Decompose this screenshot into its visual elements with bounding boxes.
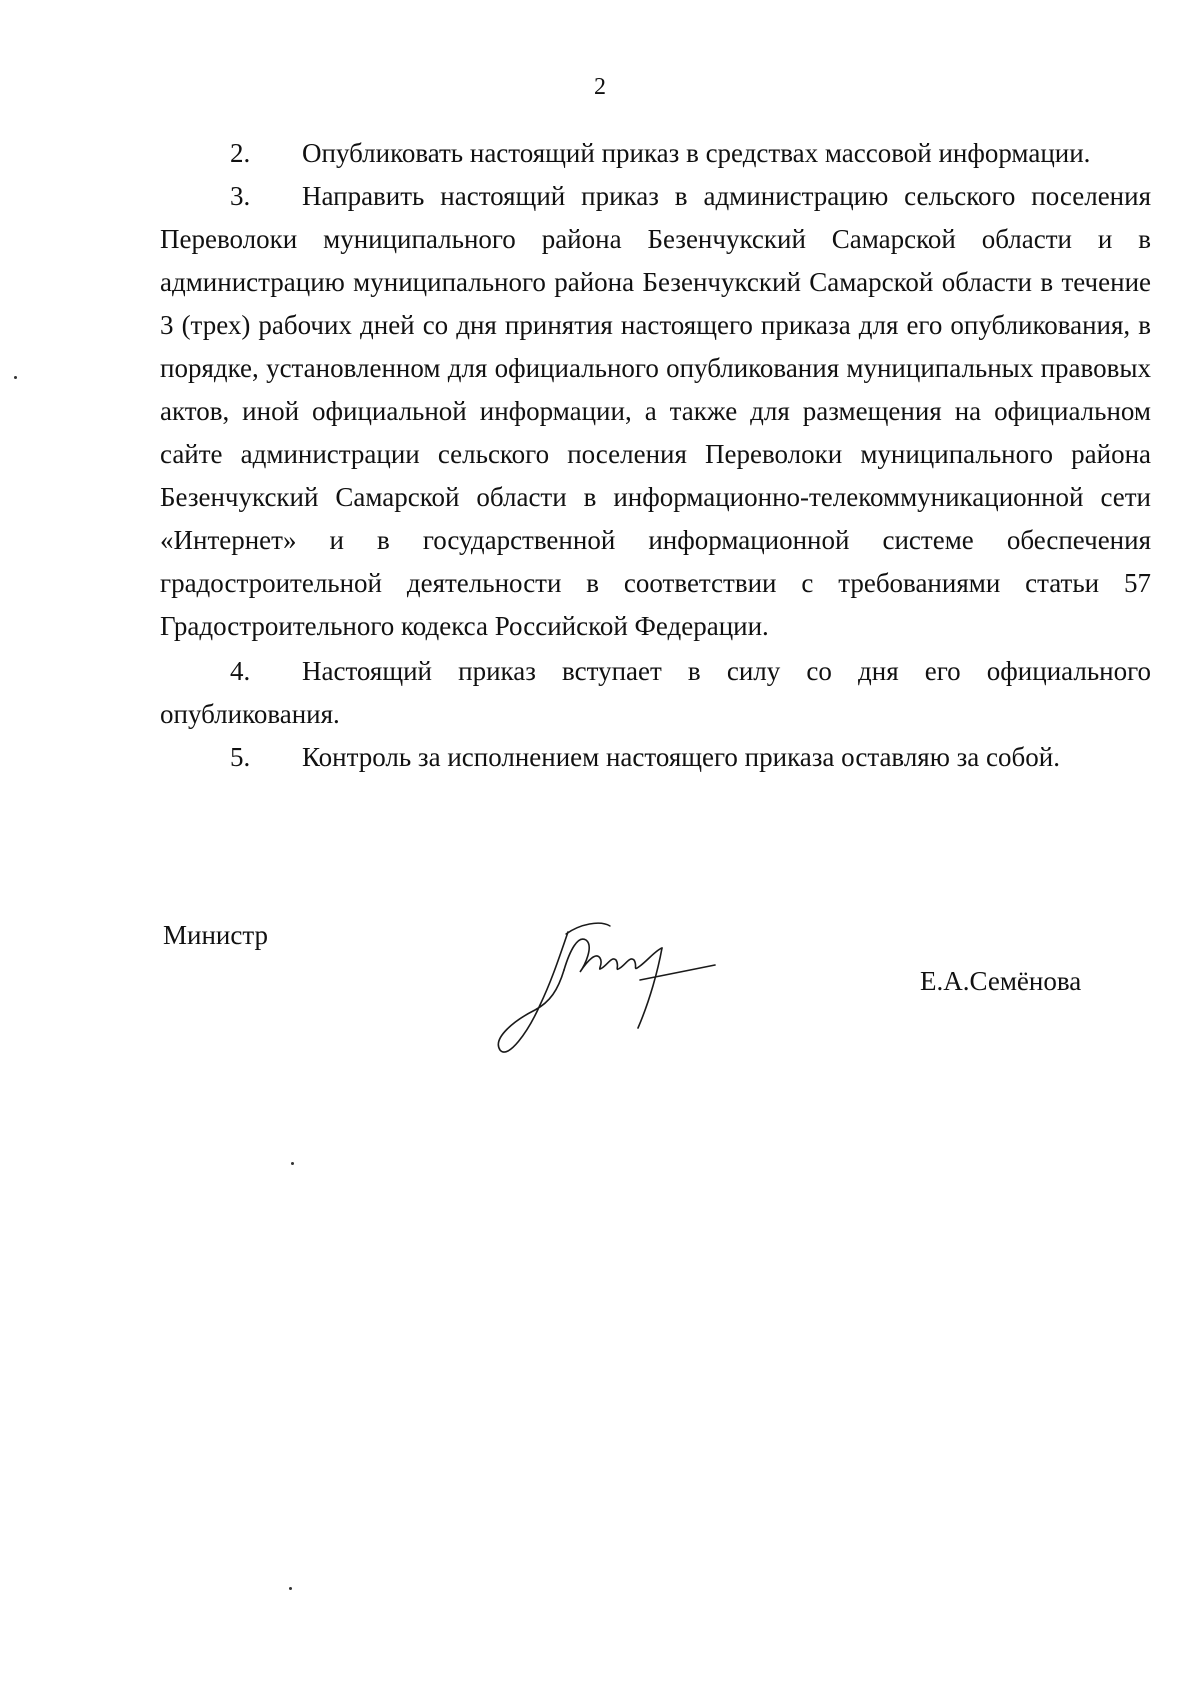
paragraph-text: Настоящий приказ вступает в силу со дня его официального опубликования. <box>160 656 1151 729</box>
paragraph-number: 3. <box>230 181 251 211</box>
signatory-name: Е.А.Семёнова <box>920 966 1082 996</box>
handwritten-signature <box>490 910 770 1070</box>
paragraph-text: Направить настоящий приказ в администрацию сельского поселения Переволоки муниципального района Безенчукский Самарской области и в администрацию муниципального района Безенчукский Самарской области в течение 3 (трех) рабочих дней со дня принятия настоящего приказа для его опубликования, в порядке, установленном для официального опубликования муниципальных правовых актов, иной официальной информации, а также для размещения на официальном сайте администрации сельского поселения Переволоки муниципального района Безенчукский Самарской области в информационно-телекоммуникационной сети «Интернет» и в государственной информационной системе обеспечения градостроительной деятельности в соответствии с требованиями статьи 57 Градостроительного кодекса Российской Федерации. <box>160 181 1151 641</box>
paragraph-4 <box>160 650 1151 736</box>
scan-speck <box>291 1162 294 1165</box>
scan-speck <box>14 376 17 379</box>
paragraph-5 <box>160 736 1151 779</box>
document-body <box>160 132 1151 779</box>
page-number: 2 <box>594 74 606 100</box>
paragraph-text: Контроль за исполнением настоящего приказа оставляю за собой. <box>302 742 1060 772</box>
paragraph-2 <box>160 132 1151 175</box>
scan-speck <box>289 1587 292 1590</box>
paragraph-number: 4. <box>230 656 251 686</box>
paragraph-text: Опубликовать настоящий приказ в средствах массовой информации. <box>302 138 1091 168</box>
paragraph-3 <box>160 175 1151 648</box>
paragraph-number: 2. <box>230 138 251 168</box>
paragraph-number: 5. <box>230 742 251 772</box>
signatory-position: Министр <box>163 920 268 950</box>
